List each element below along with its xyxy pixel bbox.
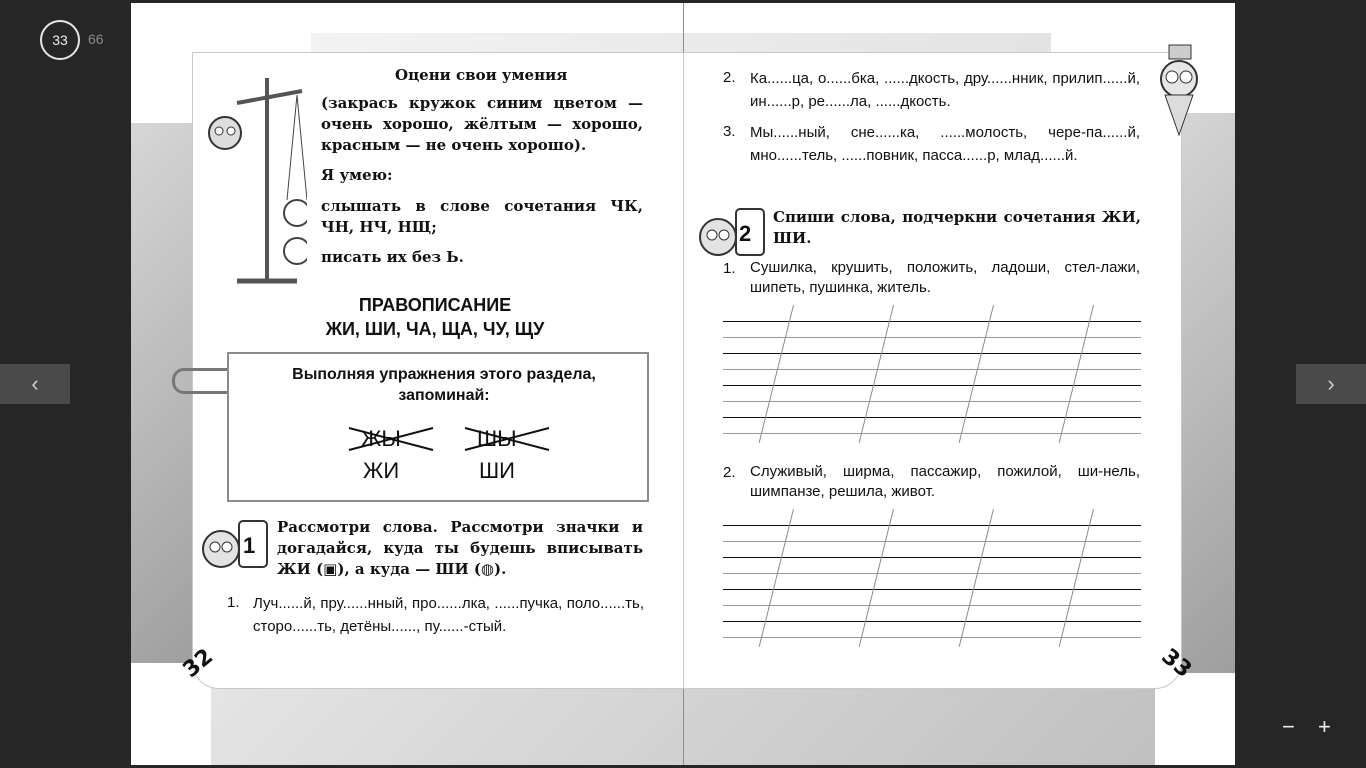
exercise-2-item-2-marker: 2. xyxy=(723,464,736,481)
left-page-number: 32 xyxy=(178,644,219,683)
scales-icon xyxy=(197,73,307,288)
current-page-badge: 33 xyxy=(40,20,80,60)
skill-2: писать их без Ь. xyxy=(321,248,464,266)
writing-lines-2 xyxy=(723,525,1141,637)
owl-mascot-icon xyxy=(199,515,271,571)
section-title-line1: ПРАВОПИСАНИЕ xyxy=(358,295,512,315)
self-check-title: Оцени свои умения xyxy=(395,66,568,84)
right-page-number: 33 xyxy=(1156,644,1197,683)
cross-out-icon xyxy=(463,424,553,454)
exercise-1-item-1-marker: 1. xyxy=(227,594,240,611)
zoom-out-button[interactable]: − xyxy=(1282,714,1295,739)
exercise-1-number: 1 xyxy=(243,533,256,558)
right-item-3: Мы......ный, сне......ка, ......молость, чере-па......й, мно......тель, ......повник, пасса......р, млад......й. xyxy=(750,124,1140,164)
zoom-in-button[interactable]: + xyxy=(1318,714,1331,739)
next-page-button[interactable] xyxy=(1296,364,1366,404)
hint-card xyxy=(227,352,649,502)
hint-text: Выполняя упражнения этого раздела, запоминай: xyxy=(292,366,596,404)
wrong-spelling-2 xyxy=(477,426,517,452)
writing-lines-1 xyxy=(723,321,1141,433)
exercise-1-task: Рассмотри слова. Рассмотри значки и догадайся, куда ты будешь вписывать ЖИ (▣), а куда — ШИ (◍). xyxy=(277,518,643,578)
i-can-label: Я умею: xyxy=(321,166,393,184)
chevron-left-icon: ‹ xyxy=(31,371,39,396)
chevron-right-icon: › xyxy=(1327,371,1335,396)
exercise-2-number: 2 xyxy=(739,221,752,246)
right-item-3-marker: 3. xyxy=(723,123,736,140)
book-spread xyxy=(131,3,1235,765)
decorative-top-shadow xyxy=(311,33,1051,55)
skill-1: слышать в слове сочетания ЧК, ЧН, НЧ, НЩ; xyxy=(321,197,643,236)
exercise-2-item-2: Служивый, ширма, пассажир, пожилой, ши-нель, шимпанзе, решила, живот. xyxy=(750,463,1140,500)
total-pages: 66 xyxy=(88,31,104,47)
exercise-1-item-1: Луч......й, пру......нный, про......лка, ......пучка, поло......ть, сторо......ть, детёны......, пу......-стый. xyxy=(253,595,644,635)
cross-out-icon xyxy=(347,424,437,454)
section-title-line2: ЖИ, ШИ, ЧА, ЩА, ЧУ, ЩУ xyxy=(325,319,545,339)
self-check-instruction: (закрась кружок синим цветом — очень хорошо, жёлтым — хорошо, красным — не очень хорошо). xyxy=(321,94,643,154)
owl-mascot-icon xyxy=(696,203,768,259)
wrong-shy: ШЫ xyxy=(477,426,517,451)
wrong-jy: ЖЫ xyxy=(361,426,401,451)
exercise-2-item-1: Сушилка, крушить, положить, ладоши, стел-лажи, шипеть, пушинка, житель. xyxy=(750,259,1140,296)
exercise-2-item-1-marker: 1. xyxy=(723,260,736,277)
right-spelling-2: ШИ xyxy=(479,458,515,483)
prev-page-button[interactable] xyxy=(0,364,70,404)
exercise-2-task: Спиши слова, подчеркни сочетания ЖИ, ШИ. xyxy=(773,208,1141,247)
pencil-mascot-icon xyxy=(1151,43,1209,139)
right-item-2: Ка......ца, о......бка, ......дкость, дру......нник, прилип......й, ин......р, ре......ла, ......дкость. xyxy=(750,70,1140,110)
right-spelling-1: ЖИ xyxy=(363,458,400,483)
right-item-2-marker: 2. xyxy=(723,69,736,86)
wrong-spelling-1 xyxy=(361,426,401,452)
